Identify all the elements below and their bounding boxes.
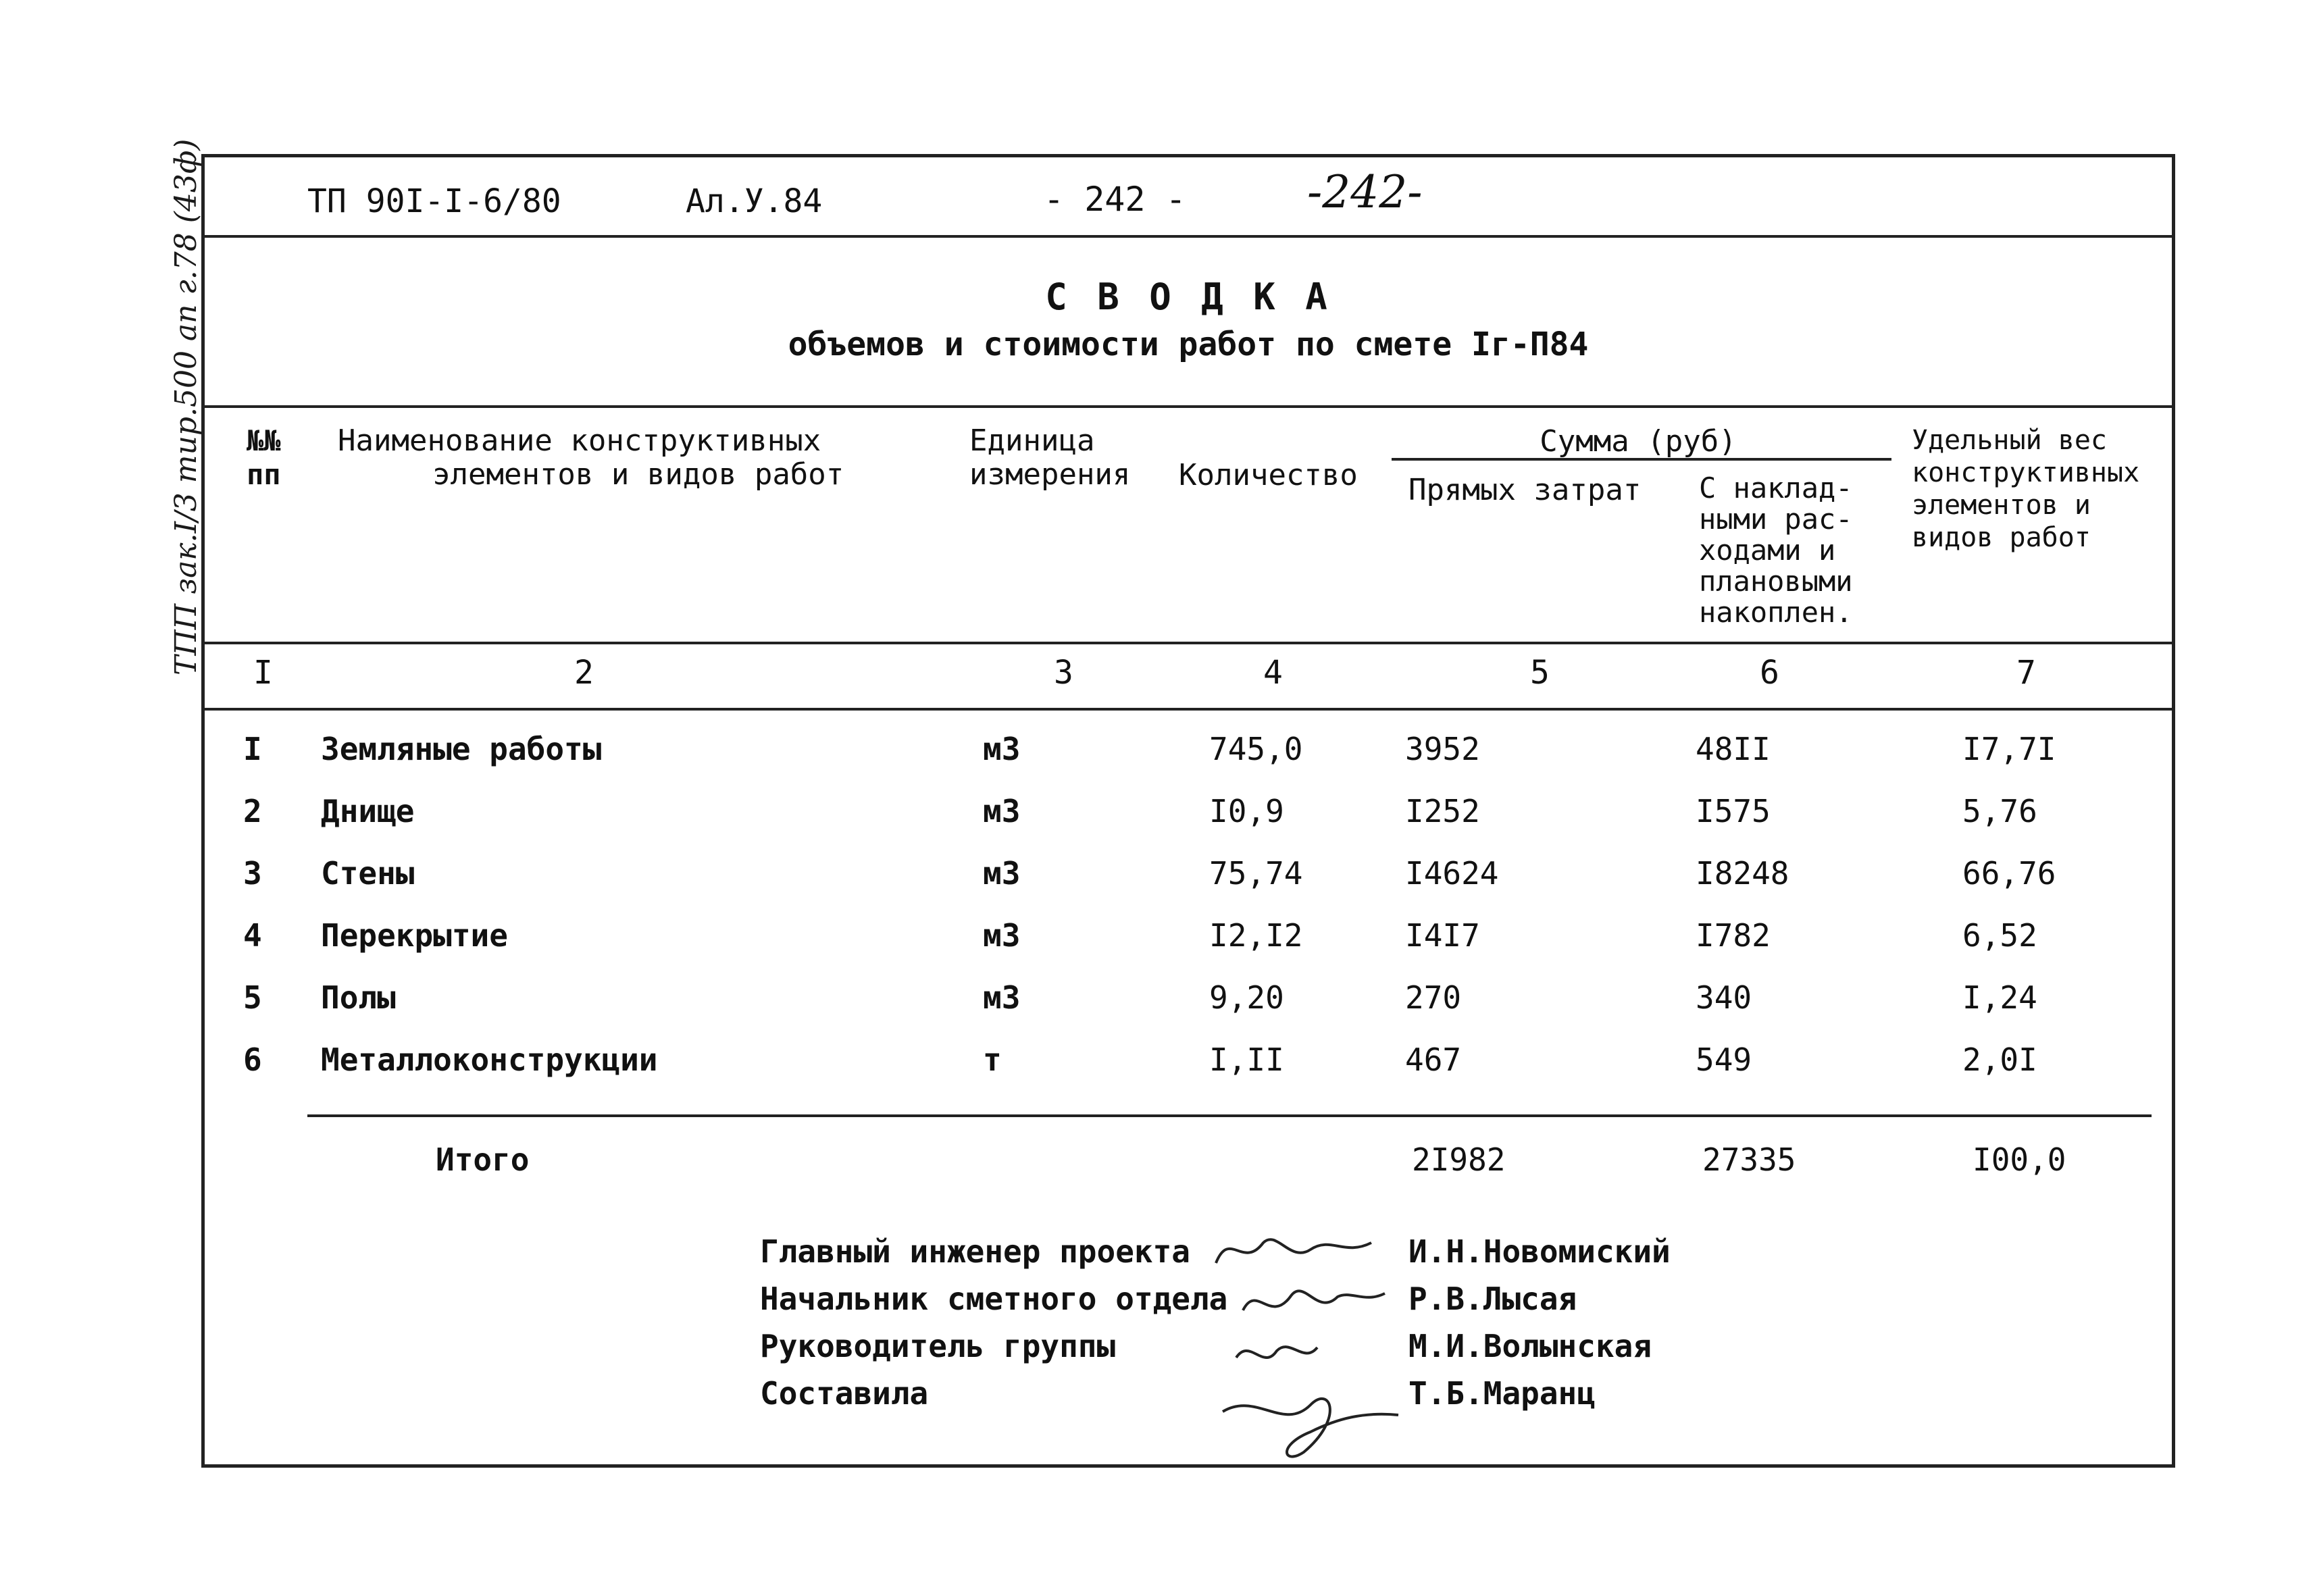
cell-direct: 467 bbox=[1405, 1041, 1462, 1078]
cell-qty: I0,9 bbox=[1209, 793, 1284, 829]
col-head-name-l1: Наименование конструктивных bbox=[338, 423, 821, 458]
signature-scribbles bbox=[1202, 1216, 1419, 1472]
cell-qty: I,II bbox=[1209, 1041, 1284, 1078]
col-head-overhead-l3: ходами и bbox=[1699, 534, 1836, 567]
signature-role: Начальник сметного отдела bbox=[760, 1281, 1228, 1317]
cell-qty: 9,20 bbox=[1209, 979, 1284, 1016]
cell-n: 2 bbox=[243, 793, 262, 829]
cell-name: Металлоконструкции bbox=[321, 1041, 658, 1078]
col-head-weight-l2: конструктивных bbox=[1912, 457, 2140, 488]
total-label: Итого bbox=[436, 1141, 530, 1178]
col-head-qty: Количество bbox=[1179, 458, 1358, 492]
cell-weight: 66,76 bbox=[1962, 855, 2056, 892]
signature-role: Руководитель группы bbox=[760, 1328, 1116, 1364]
cell-name: Перекрытие bbox=[321, 917, 508, 954]
cell-unit: м3 bbox=[983, 855, 1021, 892]
col-head-overhead-l1: С наклад- bbox=[1699, 471, 1853, 505]
cell-name: Земляные работы bbox=[321, 731, 602, 767]
cell-n: 3 bbox=[243, 855, 262, 892]
col-head-num bbox=[247, 424, 281, 492]
body-top-rule bbox=[201, 708, 2175, 711]
cell-direct: 270 bbox=[1405, 979, 1462, 1016]
column-number-6: 6 bbox=[1760, 654, 1779, 692]
col-head-overhead-l5: накоплен. bbox=[1699, 596, 1853, 629]
total-direct: 2I982 bbox=[1412, 1141, 1506, 1178]
cell-n: 6 bbox=[243, 1041, 262, 1078]
cell-name: Днище bbox=[321, 793, 415, 829]
cell-direct: I4I7 bbox=[1405, 917, 1480, 954]
album-ref: Ал.У.84 bbox=[686, 182, 823, 220]
cell-qty: I2,I2 bbox=[1209, 917, 1303, 954]
cell-unit: м3 bbox=[983, 731, 1021, 767]
signature-name: И.Н.Новомиский bbox=[1408, 1233, 1671, 1270]
sum-group-rule bbox=[1392, 458, 1891, 461]
col-head-unit bbox=[969, 424, 1130, 492]
cell-overhead: I8248 bbox=[1696, 855, 1789, 892]
cell-unit: т bbox=[983, 1041, 1002, 1078]
cell-unit: м3 bbox=[983, 917, 1021, 954]
signature-role: Главный инженер проекта bbox=[760, 1233, 1190, 1270]
column-number-3: 3 bbox=[1054, 654, 1073, 692]
column-number-5: 5 bbox=[1530, 654, 1550, 692]
doc-title: С В О Д К А bbox=[1045, 276, 1331, 318]
page-number-handwritten: -242- bbox=[1307, 166, 1423, 218]
total-overhead: 27335 bbox=[1702, 1141, 1796, 1178]
col-head-weight-l4: видов работ bbox=[1912, 522, 2091, 553]
col-head-num-l2: пп bbox=[247, 458, 281, 491]
cell-direct: I4624 bbox=[1405, 855, 1499, 892]
header-rule bbox=[201, 235, 2175, 238]
cell-weight: 5,76 bbox=[1962, 793, 2037, 829]
signature-role: Составила bbox=[760, 1375, 929, 1412]
cell-direct: 3952 bbox=[1405, 731, 1480, 767]
col-head-num-l1: №№ bbox=[247, 424, 281, 457]
page-number: - 242 - bbox=[1044, 180, 1186, 219]
total-rule bbox=[307, 1114, 2152, 1117]
col-head-weight-l1: Удельный вес bbox=[1912, 425, 2107, 456]
cell-overhead: 549 bbox=[1696, 1041, 1752, 1078]
col-head-overhead-l4: плановыми bbox=[1699, 565, 1853, 598]
cell-weight: I7,7I bbox=[1962, 731, 2056, 767]
col-head-weight bbox=[1912, 424, 2139, 554]
col-head-weight-l3: элементов и bbox=[1912, 490, 2091, 521]
cell-qty: 745,0 bbox=[1209, 731, 1303, 767]
cell-qty: 75,74 bbox=[1209, 855, 1303, 892]
cell-overhead: 48II bbox=[1696, 731, 1771, 767]
column-number-1: I bbox=[253, 654, 273, 692]
cell-n: 5 bbox=[243, 979, 262, 1016]
cell-n: 4 bbox=[243, 917, 262, 954]
cell-overhead: 340 bbox=[1696, 979, 1752, 1016]
col-head-direct: Прямых затрат bbox=[1408, 473, 1642, 507]
cell-name: Полы bbox=[321, 979, 396, 1016]
cell-direct: I252 bbox=[1405, 793, 1480, 829]
table-top-rule bbox=[201, 405, 2175, 408]
col-head-overhead bbox=[1699, 473, 1853, 628]
column-number-4: 4 bbox=[1263, 654, 1283, 692]
col-number-top-rule bbox=[201, 642, 2175, 644]
cell-weight: 6,52 bbox=[1962, 917, 2037, 954]
side-note-text: ТПП зак.І/3 тир.500 ап г.78 (43ф) bbox=[169, 138, 203, 675]
col-head-name bbox=[338, 424, 844, 492]
col-head-overhead-l2: ными рас- bbox=[1699, 503, 1853, 536]
signature-name: Т.Б.Маранц bbox=[1408, 1375, 1596, 1412]
doc-code: ТП 90I-I-6/80 bbox=[307, 182, 561, 220]
col-head-unit-l2: измерения bbox=[969, 457, 1131, 492]
cell-overhead: I575 bbox=[1696, 793, 1771, 829]
cell-weight: I,24 bbox=[1962, 979, 2037, 1016]
column-number-2: 2 bbox=[574, 654, 594, 692]
cell-overhead: I782 bbox=[1696, 917, 1771, 954]
cell-weight: 2,0I bbox=[1962, 1041, 2037, 1078]
col-head-unit-l1: Единица bbox=[969, 423, 1095, 458]
col-head-name-l2: элементов и видов работ bbox=[432, 457, 844, 492]
signature-name: М.И.Волынская bbox=[1408, 1328, 1652, 1364]
side-margin-note bbox=[108, 138, 203, 675]
cell-unit: м3 bbox=[983, 793, 1021, 829]
cell-unit: м3 bbox=[983, 979, 1021, 1016]
column-number-7: 7 bbox=[2016, 654, 2036, 692]
cell-n: I bbox=[243, 731, 262, 767]
cell-name: Стены bbox=[321, 855, 415, 892]
total-weight: I00,0 bbox=[1973, 1141, 2066, 1178]
col-head-sum: Сумма (руб) bbox=[1540, 424, 1737, 459]
signature-name: Р.В.Лысая bbox=[1408, 1281, 1577, 1317]
doc-subtitle: объемов и стоимости работ по смете Iг-П84 bbox=[788, 326, 1589, 363]
